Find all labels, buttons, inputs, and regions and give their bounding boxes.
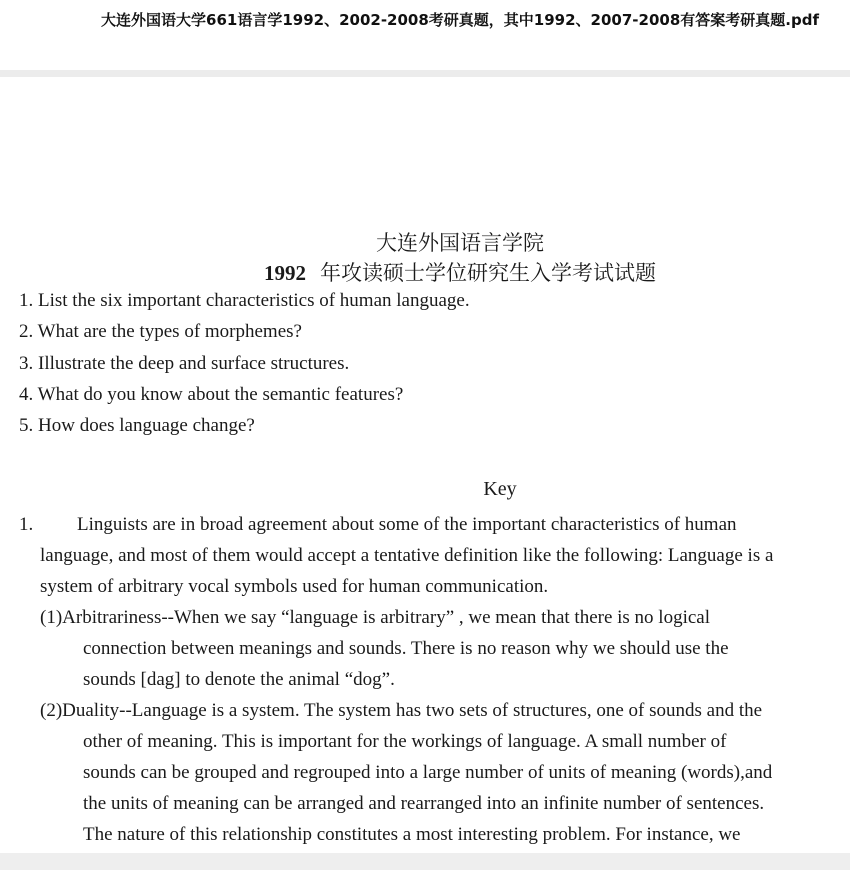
question-item: 3. Illustrate the deep and surface structures.: [19, 352, 350, 374]
answer-line: [19, 509, 850, 540]
answer-section: [19, 509, 850, 850]
question-item: 4. What do you know about the semantic features?: [19, 383, 404, 405]
arbitrariness-line: (1)Arbitrariness--When we say “language is arbitrary” , we mean that there is no logical: [40, 607, 711, 628]
duality-line: sounds can be grouped and regrouped into a large number of units of meaning (words),and: [83, 762, 773, 783]
file-title: 大连外国语大学661语言学1992、2002-2008考研真题，其中1992、2007-2008有答案考研真题.pdf: [101, 11, 819, 29]
exam-year: 1992: [264, 261, 306, 285]
answer-text: Linguists are in broad agreement about some of the important characteristics of human: [77, 514, 737, 535]
answer-line: language, and most of them would accept a tentative definition like the following: Language is a: [40, 545, 774, 566]
duality-line: other of meaning. This is important for the workings of language. A small number of: [83, 731, 727, 752]
key-heading: Key: [483, 478, 517, 500]
pdf-page: [0, 77, 850, 853]
arbitrariness-line: connection between meanings and sounds. There is no reason why we should use the: [83, 638, 729, 659]
exam-title: [0, 257, 850, 287]
duality-line: (2)Duality--Language is a system. The system has two sets of structures, one of sounds and the: [40, 700, 763, 721]
answer-line: system of arbitrary vocal symbols used for human communication.: [40, 576, 549, 597]
arbitrariness-line: sounds [dag] to denote the animal “dog”.: [83, 669, 395, 690]
header-separator: [0, 70, 850, 77]
answer-number: 1.: [19, 514, 34, 535]
question-item: 2. What are the types of morphemes?: [19, 321, 302, 343]
question-item: 5. How does language change?: [19, 415, 255, 437]
school-name: 大连外国语言学院: [376, 231, 544, 255]
duality-line: The nature of this relationship constitutes a most interesting problem. For instance, we: [83, 824, 741, 845]
exam-title-text: 年攻读硕士学位研究生入学考试试题: [320, 261, 656, 285]
question-list: [19, 289, 470, 445]
page-gap: [0, 853, 850, 870]
question-item: 1. List the six important characteristics of human language.: [19, 290, 470, 311]
duality-line: the units of meaning can be arranged and rearranged into an infinite number of sentences.: [83, 793, 765, 814]
viewer-header: [0, 0, 850, 72]
